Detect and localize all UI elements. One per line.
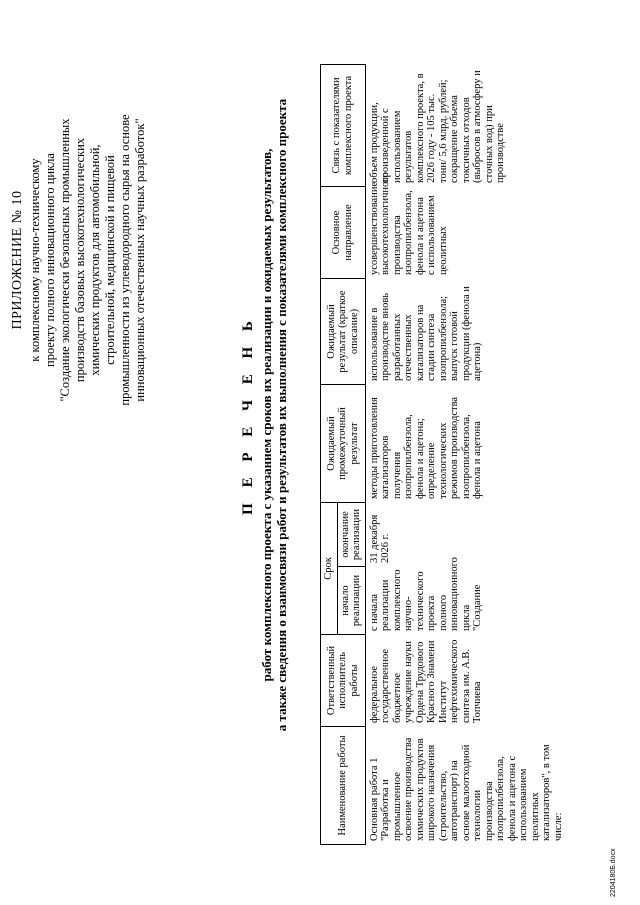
cell-start: с начала реализации комплексного научно-технического проекта полного инновационного цикла "Создание xyxy=(368,557,483,631)
appendix-line: производств базовых высокотехнологических xyxy=(73,137,87,383)
cell-intermediate: методы приготовления катализаторов получения изопропилбензола, фенола и ацетона; определение технологических режимов производства изопропилбензола, фенола и ацетона xyxy=(368,396,483,499)
list-subtitle-line-1: работ комплексного проекта с указанием сроков их реализации и ожидаемых результатов, xyxy=(259,148,274,682)
header-link: Связь с показателями комплексного проекта xyxy=(321,64,366,186)
file-name-footer: 2204180Б.docx xyxy=(610,848,617,897)
cell-direction: усовершенствование высокотехнологичного производства изопропилбензола, фенола и ацетона с использованием цеолитных xyxy=(368,172,449,275)
header-executor: Ответственный исполнитель работы xyxy=(321,635,366,727)
header-expected: Ожидаемый результат (краткое описание) xyxy=(321,278,366,384)
cell-end: 31 декабря 2026 г. xyxy=(368,514,391,563)
appendix-line: проекту полного инновационного цикла xyxy=(43,153,57,367)
appendix-title: ПРИЛОЖЕНИЕ № 10 xyxy=(10,190,25,330)
appendix-line: строительной, медицинской и пищевой xyxy=(103,155,117,365)
table-row xyxy=(365,64,567,844)
appendix-line: к комплексному научно-техническому xyxy=(28,158,42,362)
header-end: окончание реализации xyxy=(337,502,365,566)
cell-expected: использование в производстве вновь разработанных отечественных катализаторов на стадии синтеза изопропилбензола; выпуск готовой продукции (фенола и ацетона) xyxy=(368,286,483,381)
table-header-row xyxy=(321,64,338,844)
works-table xyxy=(320,64,567,845)
appendix-line: инновационных отечественных научных разработок" xyxy=(133,118,147,402)
header-direction: Основное направление xyxy=(321,186,366,278)
header-term: Срок xyxy=(321,502,338,634)
cell-executor: федеральное государственное бюджетное учреждение науки Ордена Трудового Красного Знамени Институт нефтехимического синтеза им. А.В. Топчиева xyxy=(368,639,483,723)
list-title: П Е Р Е Ч Е Н Ь xyxy=(240,315,256,515)
header-intermediate: Ожидаемый промежуточный результат xyxy=(321,384,366,502)
appendix-line: химических продуктов для автомобильной, xyxy=(88,144,102,376)
list-heading xyxy=(240,35,289,795)
list-subtitle-line-2: а также сведения о взаимосвязи работ и результатов их выполнения с показателями комплексного проекта xyxy=(274,98,289,732)
cell-name: Основная работа 1 "Разработка и промышленное освоение производства химических продуктов широкого назначения (строительство, автотранспорт) на основе малоотходной технологии производства изопропилбензола, фенола и ацетона с использованием цеолитных катализаторов", в том числе: xyxy=(368,737,564,841)
appendix-line: "Создание экологически безопасных промышленных xyxy=(58,118,72,402)
header-start: начало реализации xyxy=(337,567,365,635)
header-name: Наименование работы xyxy=(321,727,366,845)
appendix-line: промышленности из углеводородного сырья на основе xyxy=(118,114,132,406)
appendix-block xyxy=(10,35,148,485)
cell-link: объем продукции, произведенной с использованием результатов комплексного проекта, в 2026 году - 105 тыс. тонн/ 5,6 млрд. рублей; сокращение объема токсичных отходов (выбросов в атмосферу и сточных вод) при производстве xyxy=(368,70,506,183)
